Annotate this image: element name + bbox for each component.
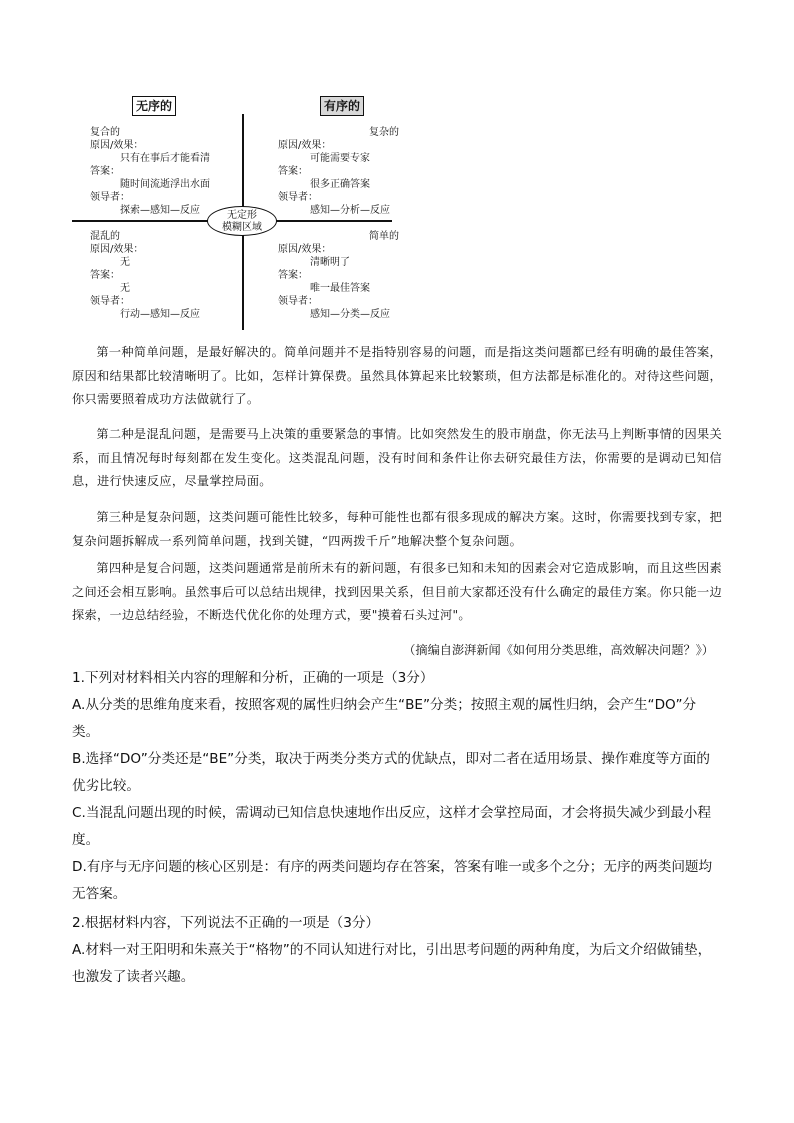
center-line-1: 无定形 (227, 210, 257, 221)
quadrant-title: 简单的 (369, 231, 399, 242)
leader-value: 行动—感知—反应 (120, 309, 200, 320)
paragraph-simple-problems: 第一种简单问题，是最好解决的。简单问题并不是指特别容易的问题，而是指这类问题都已经有明确的最佳答案，原因和结果都比较清晰明了。比如，怎样计算保费。虽然具体算起来比较繁琐，但方法都是标准化的。对待这些问题，你只需要照着成功方法做就行了。 (72, 345, 722, 407)
question-1-option-c: C.当混乱问题出现的时候，需调动已知信息快速地作出反应，这样才会掌控局面，才会将损失减少到最小程度。 (72, 805, 712, 848)
leader-value: 探索—感知—反应 (120, 205, 200, 216)
quadrant-title: 复合的 (90, 127, 120, 138)
leader-label: 领导者： (278, 296, 318, 307)
cause-label: 原因/效果： (278, 140, 332, 151)
answer-label: 答案： (278, 270, 308, 281)
cause-value: 只有在事后才能看清 (120, 153, 210, 164)
paragraph-chaotic-problems: 第二种是混乱问题，是需要马上决策的重要紧急的事情。比如突然发生的股市崩盘，你无法马上判断事情的因果关系，而且情况每时每刻都在发生变化。这类混乱问题，没有时间和条件让你去研究最佳方法，你需要的是调动已知信息，进行快速反应，尽量掌控局面。 (72, 427, 722, 489)
quadrant-complicated (278, 126, 403, 217)
paragraph-complex-problems: 第四种是复合问题，这类问题通常是前所未有的新问题，有很多已知和未知的因素会对它造成影响，而且这些因素之间还会相互影响。虽然事后可以总结出规律，找到因果关系，但目前大家都还没有什么确定的最佳方案。你只能一边探索，一边总结经验，不断迭代优化你的处理方式，要"摸着石头过河"。 (72, 561, 722, 623)
quadrant-title: 混乱的 (90, 231, 120, 242)
question-1-option-d: D.有序与无序问题的核心区别是：有序的两类问题均存在答案，答案有唯一或多个之分；无序的两类问题均无答案。 (72, 859, 713, 902)
cause-value: 无 (120, 257, 130, 268)
paragraph-complicated-problems: 第三种是复杂问题，这类问题可能性比较多，每种可能性也都有很多现成的解决方案。这时，你需要找到专家，把复杂问题拆解成一系列简单问题，找到关键，“四两拨千斤”地解决整个复杂问题。 (72, 510, 722, 548)
quadrant-complex (90, 126, 240, 217)
leader-value: 感知—分析—反应 (310, 205, 390, 216)
answer-label: 答案： (278, 166, 308, 177)
answer-value: 无 (120, 283, 130, 294)
leader-label: 领导者： (278, 192, 318, 203)
quadrant-title: 复杂的 (369, 127, 399, 138)
question-1-option-b: B.选择“DO”分类还是“BE”分类，取决于两类分类方式的优缺点，即对二者在适用场景、操作难度等方面的优劣比较。 (72, 751, 711, 794)
cause-value: 清晰明了 (310, 257, 350, 268)
answer-value: 随时间流逝浮出水面 (120, 179, 210, 190)
question-2-stem: 2.根据材料内容，下列说法不正确的一项是（3分） (72, 915, 380, 931)
cause-value: 可能需要专家 (310, 153, 370, 164)
answer-value: 唯一最佳答案 (310, 283, 370, 294)
cause-label: 原因/效果： (278, 244, 332, 255)
question-1-option-a: A.从分类的思维角度来看，按照客观的属性归纳会产生“BE”分类；按照主观的属性归纳，会产生“DO”分类。 (72, 697, 697, 740)
question-1-stem: 1.下列对材料相关内容的理解和分析，正确的一项是（3分） (72, 670, 434, 686)
quadrant-chaotic (90, 230, 240, 321)
leader-label: 领导者： (90, 296, 130, 307)
question-2-option-a: A.材料一对王阳明和朱熹关于“格物”的不同认知进行对比，引出思考问题的两种角度，为后文介绍做铺垫，也激发了读者兴趣。 (72, 942, 712, 985)
ordered-tag: 有序的 (320, 96, 364, 116)
answer-label: 答案： (90, 166, 120, 177)
answer-label: 答案： (90, 270, 120, 281)
leader-label: 领导者： (90, 192, 130, 203)
cause-label: 原因/效果： (90, 244, 144, 255)
source-citation: （摘编自澎湃新闻《如何用分类思维，高效解决问题？》） (403, 643, 714, 657)
cynefin-diagram (70, 92, 400, 334)
leader-value: 感知—分类—反应 (310, 309, 390, 320)
quadrant-simple (278, 230, 403, 321)
center-line-2: 模糊区域 (222, 222, 262, 233)
cause-label: 原因/效果： (90, 140, 144, 151)
unordered-tag: 无序的 (132, 96, 176, 116)
answer-value: 很多正确答案 (310, 179, 370, 190)
